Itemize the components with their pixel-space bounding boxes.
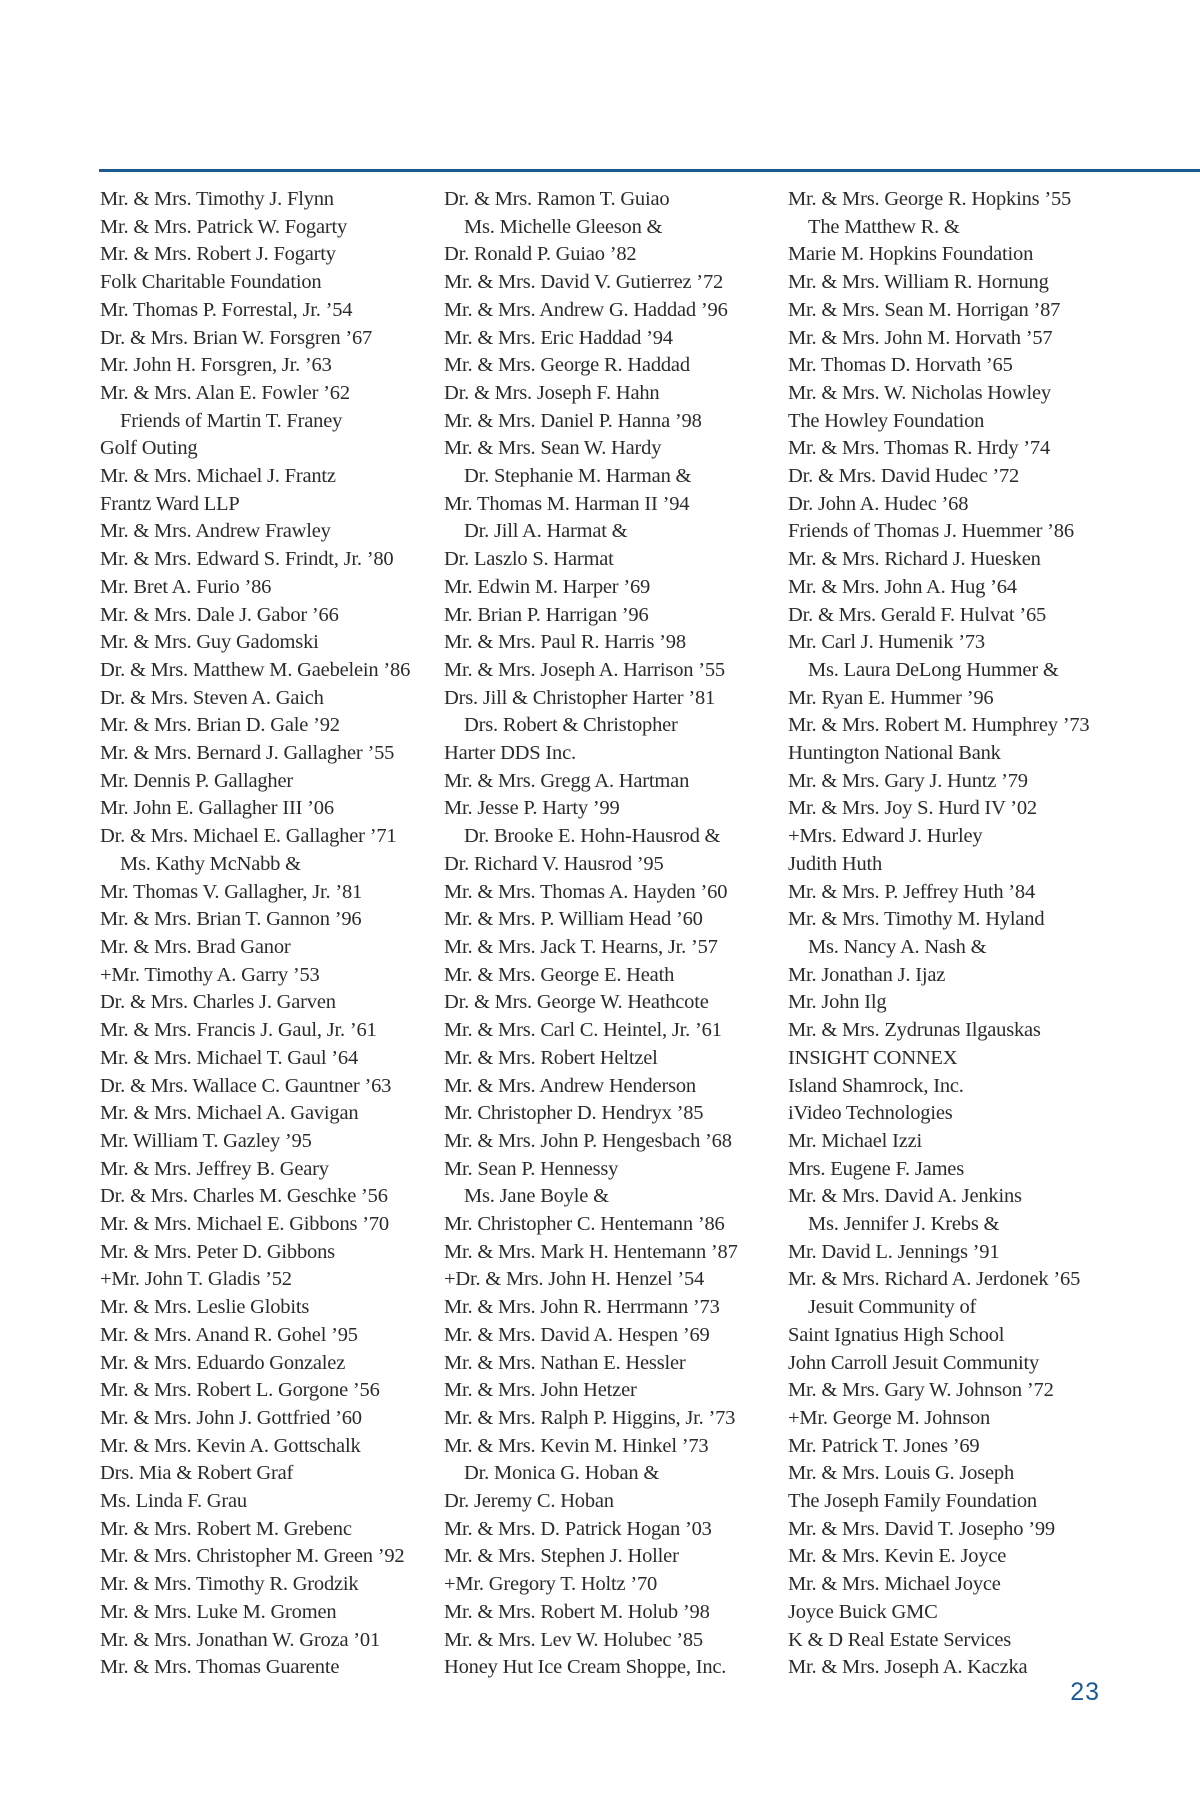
donor-entry: +Mrs. Edward J. Hurley (788, 825, 983, 848)
donor-entry: Dr. Ronald P. Guiao ’82 (444, 243, 637, 266)
donor-entry: Dr. & Mrs. Joseph F. Hahn (444, 381, 660, 404)
donor-entry: Island Shamrock, Inc. (788, 1074, 964, 1097)
donor-entry: Mr. & Mrs. Gary J. Huntz ’79 (788, 769, 1028, 792)
donor-entry: Mr. & Mrs. Francis J. Gaul, Jr. ’61 (100, 1019, 377, 1042)
donor-entry: Dr. & Mrs. Charles M. Geschke ’56 (100, 1185, 388, 1208)
donor-entry: Mr. & Mrs. Michael Joyce (788, 1573, 1001, 1596)
donor-entry: Dr. & Mrs. Brian W. Forsgren ’67 (100, 326, 373, 349)
donor-entry: Mr. & Mrs. Guy Gadomski (100, 631, 319, 654)
donor-entry: Mr. & Mrs. Dale J. Gabor ’66 (100, 603, 339, 626)
donor-entry: Mr. & Mrs. Carl C. Heintel, Jr. ’61 (444, 1019, 722, 1042)
donor-entry: Judith Huth (788, 852, 883, 875)
donor-entry: Mr. William T. Gazley ’95 (100, 1129, 312, 1152)
donor-column-2 (444, 186, 774, 1682)
donor-entry: Dr. & Mrs. David Hudec ’72 (788, 465, 1020, 488)
donor-entry: Mr. & Mrs. Brad Ganor (100, 935, 291, 958)
donor-entry: Mr. & Mrs. Louis G. Joseph (788, 1462, 1015, 1485)
donor-entry: Dr. Richard V. Hausrod ’95 (444, 852, 664, 875)
donor-entry: Mr. & Mrs. Lev W. Holubec ’85 (444, 1628, 703, 1651)
donor-entry: Honey Hut Ice Cream Shoppe, Inc. (444, 1656, 727, 1679)
donor-entry: Ms. Linda F. Grau (100, 1490, 247, 1513)
donor-entry: Frantz Ward LLP (100, 492, 240, 515)
donor-entry: Dr. & Mrs. Matthew M. Gaebelein ’86 (100, 658, 411, 681)
donor-entry: Mr. & Mrs. Robert Heltzel (444, 1046, 658, 1069)
donor-entry: Mr. & Mrs. Eduardo Gonzalez (100, 1351, 346, 1374)
donor-entry-continuation: Drs. Robert & Christopher (464, 714, 678, 737)
donor-entry: Mr. & Mrs. Kevin E. Joyce (788, 1545, 1007, 1568)
donor-entry: Joyce Buick GMC (788, 1600, 938, 1623)
donor-entry: Mr. Thomas P. Forrestal, Jr. ’54 (100, 298, 353, 321)
donor-entry: +Mr. George M. Johnson (788, 1406, 991, 1429)
donor-entry: Dr. & Mrs. Gerald F. Hulvat ’65 (788, 603, 1047, 626)
donor-entry: Mr. & Mrs. Stephen J. Holler (444, 1545, 679, 1568)
donor-entry: Marie M. Hopkins Foundation (788, 243, 1034, 266)
donor-entry: Mr. & Mrs. Anand R. Gohel ’95 (100, 1323, 358, 1346)
donor-entry: Mrs. Eugene F. James (788, 1157, 964, 1180)
donor-entry: Mr. & Mrs. Bernard J. Gallagher ’55 (100, 742, 395, 765)
donor-entry: Mr. Sean P. Hennessy (444, 1157, 619, 1180)
donor-entry: Mr. & Mrs. George E. Heath (444, 963, 675, 986)
donor-entry-continuation: The Matthew R. & (808, 215, 960, 238)
donor-entry: Mr. & Mrs. William R. Hornung (788, 271, 1049, 294)
donor-entry: Mr. & Mrs. David T. Josepho ’99 (788, 1517, 1055, 1540)
donor-entry: Mr. & Mrs. John R. Herrmann ’73 (444, 1296, 720, 1319)
donor-entry: Mr. Jesse P. Harty ’99 (444, 797, 620, 820)
donor-entry: Huntington National Bank (788, 742, 1001, 765)
donor-entry: +Mr. Timothy A. Garry ’53 (100, 963, 320, 986)
donor-entry: Golf Outing (100, 437, 198, 460)
donor-entry: Mr. & Mrs. Paul R. Harris ’98 (444, 631, 686, 654)
donor-entry: Mr. & Mrs. John A. Hug ’64 (788, 575, 1017, 598)
donor-entry: Mr. & Mrs. Brian D. Gale ’92 (100, 714, 340, 737)
donor-entry: Mr. & Mrs. Timothy M. Hyland (788, 908, 1045, 931)
donor-entry: Mr. & Mrs. Robert M. Holub ’98 (444, 1600, 710, 1623)
donor-entry: Mr. & Mrs. Robert J. Fogarty (100, 243, 336, 266)
donor-entry-continuation: Jesuit Community of (808, 1296, 977, 1319)
donor-entry-continuation: Ms. Laura DeLong Hummer & (808, 658, 1059, 681)
donor-entry: Mr. & Mrs. P. Jeffrey Huth ’84 (788, 880, 1036, 903)
donor-entry-continuation: Ms. Nancy A. Nash & (808, 935, 987, 958)
donor-entry-continuation: Dr. Jill A. Harmat & (464, 520, 628, 543)
donor-entry: Mr. Bret A. Furio ’86 (100, 575, 272, 598)
page-number: 23 (1070, 1678, 1100, 1706)
donor-entry: Dr. Jeremy C. Hoban (444, 1490, 614, 1513)
donor-entry: Mr. & Mrs. Timothy J. Flynn (100, 188, 334, 210)
donor-entry: Mr. & Mrs. Alan E. Fowler ’62 (100, 381, 350, 404)
donor-entry: +Mr. John T. Gladis ’52 (100, 1268, 292, 1291)
donor-entry: Mr. Thomas M. Harman II ’94 (444, 492, 690, 515)
donor-entry: Mr. & Mrs. Richard J. Huesken (788, 548, 1041, 571)
donor-entry: Mr. & Mrs. Michael J. Frantz (100, 465, 336, 488)
donor-entry: Mr. Michael Izzi (788, 1129, 922, 1152)
donor-entry: Mr. & Mrs. Michael T. Gaul ’64 (100, 1046, 358, 1069)
donor-entry: Mr. & Mrs. Michael A. Gavigan (100, 1102, 359, 1125)
donor-entry: Mr. & Mrs. Sean M. Horrigan ’87 (788, 298, 1061, 321)
donor-entry: Mr. & Mrs. W. Nicholas Howley (788, 381, 1051, 404)
donor-entry: Mr. & Mrs. Ralph P. Higgins, Jr. ’73 (444, 1406, 736, 1429)
donor-entry: K & D Real Estate Services (788, 1628, 1012, 1651)
donor-entry: +Dr. & Mrs. John H. Henzel ’54 (444, 1268, 705, 1291)
donor-entry: Friends of Thomas J. Huemmer ’86 (788, 520, 1074, 543)
donor-entry: Mr. & Mrs. Luke M. Gromen (100, 1600, 337, 1623)
donor-entry: Mr. & Mrs. David A. Hespen ’69 (444, 1323, 710, 1346)
donor-entry: Mr. John E. Gallagher III ’06 (100, 797, 334, 820)
donor-entry: John Carroll Jesuit Community (788, 1351, 1040, 1374)
donor-entry: Mr. & Mrs. Gary W. Johnson ’72 (788, 1379, 1054, 1402)
donor-entry: Mr. & Mrs. Timothy R. Grodzik (100, 1573, 359, 1596)
donor-column-1 (100, 186, 430, 1682)
donor-entry: Mr. & Mrs. Joseph A. Kaczka (788, 1656, 1028, 1679)
donor-entry: Mr. & Mrs. Zydrunas Ilgauskas (788, 1019, 1041, 1042)
donor-entry: INSIGHT CONNEX (788, 1046, 958, 1069)
donor-entry: Mr. & Mrs. Robert M. Grebenc (100, 1517, 352, 1540)
donor-entry: Mr. & Mrs. John M. Horvath ’57 (788, 326, 1053, 349)
donor-entry: Dr. & Mrs. Steven A. Gaich (100, 686, 324, 709)
donor-entry: Mr. & Mrs. Mark H. Hentemann ’87 (444, 1240, 738, 1263)
donor-entry: Mr. & Mrs. Daniel P. Hanna ’98 (444, 409, 702, 432)
donor-entry: Mr. & Mrs. John Hetzer (444, 1379, 637, 1402)
donor-entry: Mr. & Mrs. P. William Head ’60 (444, 908, 703, 931)
donor-entry: Mr. & Mrs. John J. Gottfried ’60 (100, 1406, 362, 1429)
donor-entry: Mr. & Mrs. Leslie Globits (100, 1296, 310, 1319)
donor-entry: Mr. & Mrs. Patrick W. Fogarty (100, 215, 348, 238)
donor-entry: Mr. & Mrs. Christopher M. Green ’92 (100, 1545, 405, 1568)
donor-entry: Mr. Thomas D. Horvath ’65 (788, 354, 1013, 377)
donor-entry: Mr. Edwin M. Harper ’69 (444, 575, 651, 598)
donor-entry: Mr. & Mrs. Joy S. Hurd IV ’02 (788, 797, 1037, 820)
donor-entry: Mr. & Mrs. Brian T. Gannon ’96 (100, 908, 362, 931)
donor-entry: Mr. & Mrs. Andrew Frawley (100, 520, 331, 543)
donor-entry: Dr. & Mrs. Charles J. Garven (100, 991, 336, 1014)
donor-entry: iVideo Technologies (788, 1102, 953, 1125)
donor-entry: Mr. & Mrs. Andrew G. Haddad ’96 (444, 298, 728, 321)
donor-entry: Mr. Dennis P. Gallagher (100, 769, 293, 792)
donor-entry: Mr. & Mrs. Robert L. Gorgone ’56 (100, 1379, 380, 1402)
donor-entry: Mr. Christopher D. Hendryx ’85 (444, 1102, 704, 1125)
donor-entry: Mr. John Ilg (788, 991, 887, 1014)
donor-entry: Mr. & Mrs. D. Patrick Hogan ’03 (444, 1517, 712, 1540)
donor-entry: Mr. & Mrs. Joseph A. Harrison ’55 (444, 658, 725, 681)
donor-entry: Mr. & Mrs. Jonathan W. Groza ’01 (100, 1628, 380, 1651)
donor-entry: Mr. Christopher C. Hentemann ’86 (444, 1213, 725, 1236)
donor-entry: +Mr. Gregory T. Holtz ’70 (444, 1573, 658, 1596)
donor-entry: Mr. & Mrs. Gregg A. Hartman (444, 769, 690, 792)
donor-entry-continuation: Ms. Jane Boyle & (464, 1185, 609, 1208)
donor-entry: Dr. & Mrs. Ramon T. Guiao (444, 188, 670, 210)
donor-entry: Drs. Jill & Christopher Harter ’81 (444, 686, 716, 709)
donor-entry: Mr. & Mrs. George R. Haddad (444, 354, 690, 377)
donor-entry: Mr. & Mrs. Peter D. Gibbons (100, 1240, 335, 1263)
donor-entry-continuation: Dr. Stephanie M. Harman & (464, 465, 692, 488)
donor-entry: Mr. Ryan E. Hummer ’96 (788, 686, 994, 709)
donor-entry: Mr. & Mrs. Andrew Henderson (444, 1074, 696, 1097)
donor-entry: Mr. & Mrs. Eric Haddad ’94 (444, 326, 673, 349)
donor-entry: Mr. & Mrs. Sean W. Hardy (444, 437, 662, 460)
donor-entry: Mr. & Mrs. Jeffrey B. Geary (100, 1157, 329, 1180)
donor-entry: Mr. & Mrs. Kevin A. Gottschalk (100, 1434, 361, 1457)
donor-entry-continuation: Ms. Michelle Gleeson & (464, 215, 663, 238)
donor-entry: Dr. & Mrs. Wallace C. Gauntner ’63 (100, 1074, 392, 1097)
donor-entry: Mr. & Mrs. Michael E. Gibbons ’70 (100, 1213, 389, 1236)
donor-entry: Mr. Thomas V. Gallagher, Jr. ’81 (100, 880, 363, 903)
donor-entry: Mr. Carl J. Humenik ’73 (788, 631, 985, 654)
donor-entry: Mr. & Mrs. David V. Gutierrez ’72 (444, 271, 724, 294)
donor-entry: Mr. Brian P. Harrigan ’96 (444, 603, 649, 626)
donor-entry: Harter DDS Inc. (444, 742, 576, 765)
donor-entry: Drs. Mia & Robert Graf (100, 1462, 294, 1485)
donor-entry: Mr. & Mrs. Thomas A. Hayden ’60 (444, 880, 728, 903)
donor-entry: The Howley Foundation (788, 409, 985, 432)
donor-entry: Mr. & Mrs. Edward S. Frindt, Jr. ’80 (100, 548, 394, 571)
donor-entry: Dr. & Mrs. Michael E. Gallagher ’71 (100, 825, 397, 848)
donor-entry: Mr. & Mrs. David A. Jenkins (788, 1185, 1022, 1208)
donor-entry: Mr. & Mrs. Jack T. Hearns, Jr. ’57 (444, 935, 718, 958)
donor-entry-continuation: Dr. Brooke E. Hohn-Hausrod & (464, 825, 721, 848)
donor-entry: Mr. David L. Jennings ’91 (788, 1240, 1000, 1263)
donor-entry: Mr. & Mrs. Kevin M. Hinkel ’73 (444, 1434, 709, 1457)
donor-column-3 (788, 186, 1118, 1682)
donor-entry: Dr. John A. Hudec ’68 (788, 492, 969, 515)
donor-entry-continuation: Dr. Monica G. Hoban & (464, 1462, 660, 1485)
donor-entry: Mr. & Mrs. Thomas R. Hrdy ’74 (788, 437, 1051, 460)
donor-entry: Mr. & Mrs. Thomas Guarente (100, 1656, 340, 1679)
donor-entry: Folk Charitable Foundation (100, 271, 322, 294)
header-rule (99, 169, 1200, 172)
donor-entry: Mr. Patrick T. Jones ’69 (788, 1434, 980, 1457)
donor-entry: Dr. Laszlo S. Harmat (444, 548, 614, 571)
donor-entry: Mr. & Mrs. Richard A. Jerdonek ’65 (788, 1268, 1081, 1291)
donor-entry: The Joseph Family Foundation (788, 1490, 1037, 1513)
donor-entry-continuation: Friends of Martin T. Franey (120, 409, 343, 432)
donor-entry: Dr. & Mrs. George W. Heathcote (444, 991, 709, 1014)
donor-entry: Mr. Jonathan J. Ijaz (788, 963, 946, 986)
donor-entry: Mr. & Mrs. Nathan E. Hessler (444, 1351, 686, 1374)
donor-entry: Saint Ignatius High School (788, 1323, 1005, 1346)
donor-entry: Mr. John H. Forsgren, Jr. ’63 (100, 354, 332, 377)
donor-entry: Mr. & Mrs. John P. Hengesbach ’68 (444, 1129, 732, 1152)
donor-entry-continuation: Ms. Kathy McNabb & (120, 852, 301, 875)
donor-entry-continuation: Ms. Jennifer J. Krebs & (808, 1213, 1000, 1236)
donor-entry: Mr. & Mrs. Robert M. Humphrey ’73 (788, 714, 1090, 737)
donor-entry: Mr. & Mrs. George R. Hopkins ’55 (788, 188, 1072, 210)
